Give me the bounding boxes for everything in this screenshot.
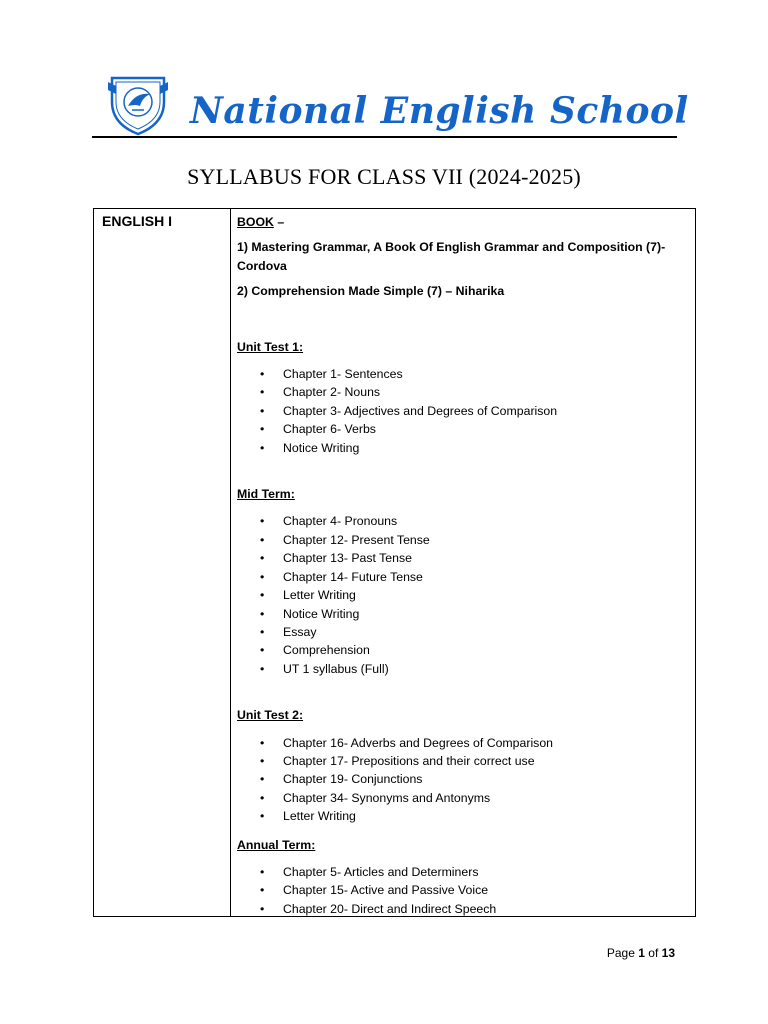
bullet-icon: • [260,551,265,566]
total-pages: 13 [661,946,675,960]
list-item: • Chapter 15- Active and Passive Voice [237,881,687,899]
list-item: • Essay [237,623,687,641]
unit-test-1-list [237,365,687,457]
section-heading-annual-term: Annual Term: [237,837,316,852]
book-heading-label: BOOK [237,215,274,229]
list-item: • Notice Writing [237,439,687,457]
list-item: • Chapter 17- Prepositions and their correct use [237,752,687,770]
list-item: • Comprehension [237,641,687,659]
bullet-icon: • [260,864,265,879]
bullet-icon: • [260,753,265,768]
list-item: • Chapter 20- Direct and Indirect Speech [237,900,687,918]
bullet-icon: • [260,661,265,676]
bullet-icon: • [260,422,265,437]
book-entry: 1) Mastering Grammar, A Book Of English Grammar and Composition (7)- Cordova [237,240,666,273]
bullet-icon: • [260,588,265,603]
page-title: SYLLABUS FOR CLASS VII (2024-2025) [187,164,581,189]
current-page: 1 [638,946,645,960]
list-item: • Chapter 6- Verbs [237,420,687,438]
bullet-icon: • [260,532,265,547]
syllabus-content [237,213,687,918]
bullet-icon: • [260,385,265,400]
header-divider [92,136,677,138]
list-item: • Chapter 2- Nouns [237,383,687,401]
bullet-icon: • [260,514,265,529]
list-item: • Chapter 4- Pronouns [237,512,687,530]
bullet-icon: • [260,367,265,382]
bullet-icon: • [260,809,265,824]
of-word: of [648,946,659,960]
mid-term-list [237,512,687,678]
bullet-icon: • [260,901,265,916]
list-item: • UT 1 syllabus (Full) [237,660,687,678]
bullet-icon: • [260,624,265,639]
section-heading-unit-test-2: Unit Test 2: [237,708,304,723]
list-item: • Letter Writing [237,807,687,825]
list-item: • Chapter 12- Present Tense [237,531,687,549]
bullet-icon: • [260,403,265,418]
annual-term-list [237,863,687,918]
list-item: • Chapter 3- Adjectives and Degrees of Comparison [237,402,687,420]
list-item: • Notice Writing [237,605,687,623]
list-item: • Chapter 1- Sentences [237,365,687,383]
bullet-icon: • [260,569,265,584]
book-heading-dash: – [273,215,285,229]
school-crest-logo [106,72,170,136]
bullet-icon: • [260,790,265,805]
list-item: • Chapter 14- Future Tense [237,568,687,586]
syllabus-table [93,208,696,917]
book-heading [237,213,687,231]
page-word: Page [606,946,635,960]
section-heading-unit-test-1: Unit Test 1: [237,339,304,354]
unit-test-2-list [237,734,687,826]
bullet-icon: • [260,735,265,750]
bullet-icon: • [260,606,265,621]
list-item: • Chapter 13- Past Tense [237,549,687,567]
bullet-icon: • [260,772,265,787]
list-item: • Chapter 16- Adverbs and Degrees of Comparison [237,734,687,752]
list-item: • Chapter 19- Conjunctions [237,770,687,788]
list-item: • Chapter 34- Synonyms and Antonyms [237,789,687,807]
bullet-icon: • [260,440,265,455]
column-divider [230,209,231,916]
list-item: • Chapter 5- Articles and Determiners [237,863,687,881]
page-number [607,946,675,960]
page-header [92,70,689,140]
book-entry: 2) Comprehension Made Simple (7) – Niharika [237,284,505,299]
school-name: National English School [190,90,689,132]
bullet-icon: • [260,883,265,898]
bullet-icon: • [260,643,265,658]
section-heading-mid-term: Mid Term: [237,487,295,502]
list-item: • Letter Writing [237,586,687,604]
subject-name: ENGLISH I [102,213,173,229]
